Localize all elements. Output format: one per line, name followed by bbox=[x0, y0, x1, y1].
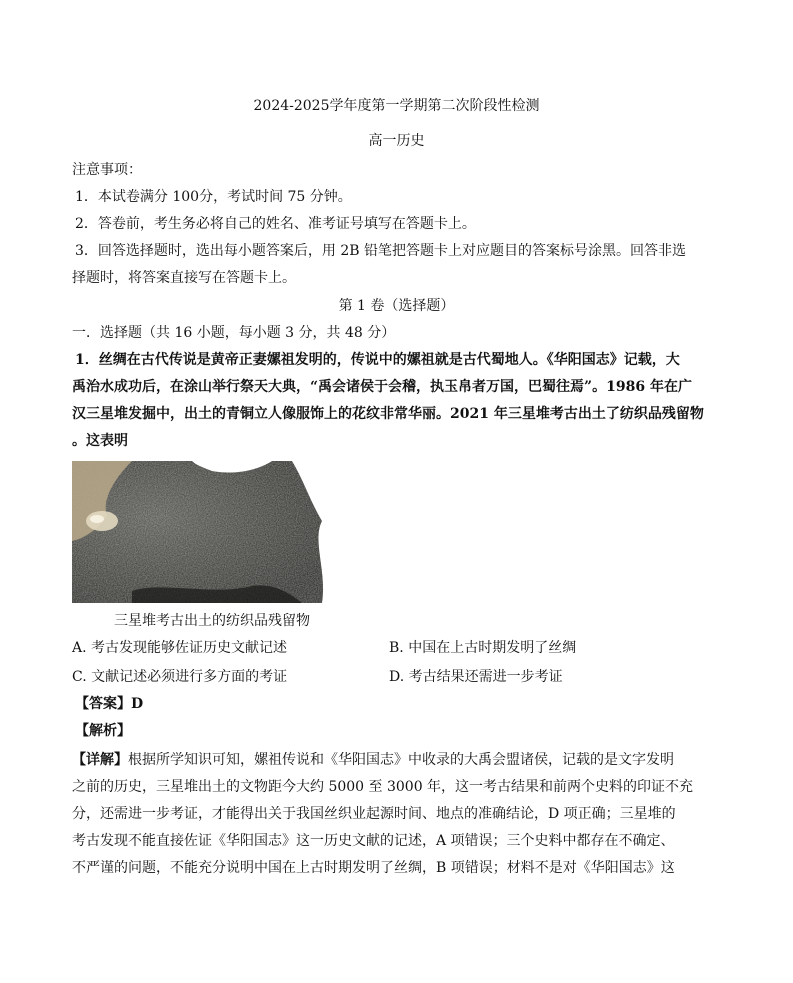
figure-caption: 三星堆考古出土的纺织品残留物 bbox=[114, 613, 310, 629]
subject-title: 高一历史 bbox=[368, 133, 425, 149]
question-stem-line: 。这表明 bbox=[72, 433, 128, 449]
exam-title: 2024-2025学年度第一学期第二次阶段性检测 bbox=[253, 98, 540, 114]
option-c[interactable]: C. 文献记述必须进行多方面的考证 bbox=[72, 669, 288, 685]
note-item: 3．回答选择题时，选出每小题答案后，用 2B 铅笔把答题卡上对应题目的答案标号涂黑。回答非选 bbox=[75, 243, 687, 259]
question-stem-line: 1．丝绸在古代传说是黄帝正妻嫘祖发明的，传说中的嫘祖就是古代蜀地人。《华阳国志》记载，大 bbox=[75, 352, 680, 368]
answer-label: 【答案】 bbox=[75, 696, 131, 712]
detail-line: 不严谨的问题，不能充分说明中国在上古时期发明了丝绸，B 项错误；材料不是对《华阳国志》这 bbox=[72, 860, 675, 876]
note-item: 择题时，将答案直接写在答题卡上。 bbox=[72, 270, 296, 286]
part-title: 一．选择题（共 16 小题，每小题 3 分，共 48 分） bbox=[72, 325, 396, 341]
option-a[interactable]: A. 考古发现能够佐证历史文献记述 bbox=[72, 640, 288, 656]
answer-value: D bbox=[131, 696, 144, 712]
question-stem-line: 汉三星堆发掘中，出土的青铜立人像服饰上的花纹非常华丽。2021 年三星堆考古出土了纺织品残留物 bbox=[72, 406, 704, 422]
detail-line: 之前的历史，三星堆出土的文物距今大约 5000 至 3000 年，这一考古结果和前两个史料的印证不充 bbox=[72, 779, 694, 795]
volume-title: 第 1 卷（选择题） bbox=[338, 298, 455, 314]
answer-line bbox=[75, 694, 143, 714]
option-d[interactable]: D. 考古结果还需进一步考证 bbox=[389, 669, 563, 685]
detail-text: 根据所学知识可知，嫘祖传说和《华阳国志》中收录的大禹会盟诸侯，记载的是文字发明 bbox=[128, 752, 674, 768]
detail-line bbox=[72, 750, 674, 770]
analysis-label-text: 【解析】 bbox=[75, 723, 131, 739]
textile-residue-photo bbox=[72, 461, 344, 603]
detail-label: 【详解】 bbox=[72, 752, 128, 768]
notes-heading: 注意事项： bbox=[72, 162, 142, 178]
option-b[interactable]: B. 中国在上古时期发明了丝绸 bbox=[389, 640, 577, 656]
analysis-label bbox=[75, 721, 131, 741]
detail-line: 分，还需进一步考证，才能得出关于我国丝织业起源时间、地点的准确结论，D 项正确；三星堆的 bbox=[72, 806, 676, 822]
note-item: 1．本试卷满分 100分，考试时间 75 分钟。 bbox=[75, 189, 352, 205]
note-item: 2．答卷前，考生务必将自己的姓名、准考证号填写在答题卡上。 bbox=[75, 216, 476, 232]
detail-line: 考古发现不能直接佐证《华阳国志》这一历史文献的记述，A 项错误；三个史料中都存在不确定、 bbox=[72, 833, 675, 849]
question-stem-line: 禹治水成功后，在涂山举行祭天大典，“禹会诸侯于会稽，执玉帛者万国，巴蜀往焉”。1986 年在广 bbox=[72, 379, 692, 395]
